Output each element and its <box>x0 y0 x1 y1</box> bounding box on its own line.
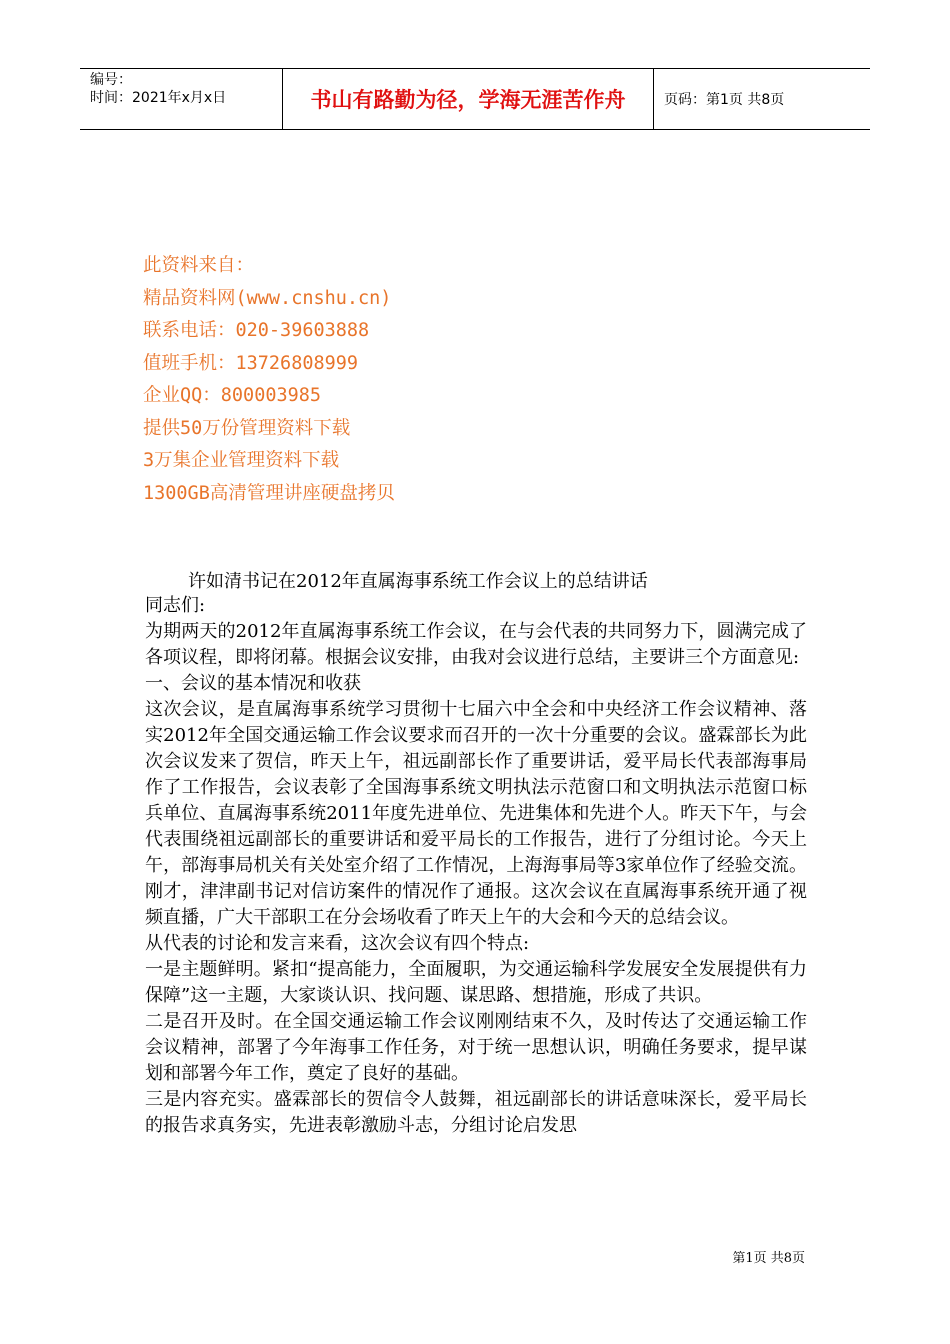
header-motto: 书山有路勤为径，学海无涯苦作舟 <box>282 69 654 129</box>
paragraph: 这次会议，是直属海事系统学习贯彻十七届六中全会和中央经济工作会议精神、落实2012年全国交通运输工作会议要求而召开的一次十分重要的会议。盛霖部长为此次会议发来了贺信，昨天上午，祖远副部长作了重要讲话，爱平局长代表部海事局作了工作报告，会议表彰了全国海事系统文明执法示范窗口和文明执法示范窗口标兵单位、直属海事系统2011年度先进单位、先进集体和先进个人。昨天下午，与会代表围绕祖远副部长的重要讲话和爱平局长的工作报告，进行了分组讨论。今天上午，部海事局机关有关处室介绍了工作情况，上海海事局等3家单位作了经验交流。刚才，津津副书记对信访案件的情况作了通报。这次会议在直属海事系统开通了视频直播，广大干部职工在分会场收看了昨天上午的大会和今天的总结会议。 <box>145 699 807 928</box>
page-header <box>80 68 870 130</box>
promo-line: 此资料来自： <box>143 255 255 276</box>
promo-line: 企业QQ：800003985 <box>143 385 322 406</box>
paragraph: 从代表的讨论和发言来看，这次会议有四个特点: <box>145 933 530 954</box>
promo-line: 值班手机：13726808999 <box>143 352 359 374</box>
paragraph: 一、会议的基本情况和收获 <box>145 673 361 694</box>
promo-block <box>143 250 395 510</box>
header-page-info: 页码：第1页 共8页 <box>664 92 785 108</box>
document-title: 许如清书记在2012年直属海事系统工作会议上的总结讲话 <box>188 571 648 592</box>
document-number-label: 编号： <box>90 72 132 88</box>
promo-line: 精品资料网(www.cnshu.cn) <box>143 287 392 309</box>
page-footer: 第1页 共8页 <box>732 1251 805 1266</box>
paragraph: 二是召开及时。在全国交通运输工作会议刚刚结束不久，及时传达了交通运输工作会议精神，部署了今年海事工作任务，对于统一思想认识，明确任务要求，提早谋划和部署今年工作，奠定了良好的基础。 <box>145 1011 807 1084</box>
paragraph: 同志们: <box>145 595 206 616</box>
paragraph: 一是主题鲜明。紧扣“提高能力，全面履职，为交通运输科学发展安全发展提供有力保障”这一主题，大家谈认识、找问题、谋思路、想措施，形成了共识。 <box>145 959 807 1006</box>
promo-line: 联系电话：020-39603888 <box>143 320 370 341</box>
paragraph: 三是内容充实。盛霖部长的贺信令人鼓舞，祖远副部长的讲话意味深长，爱平局长的报告求真务实，先进表彰激励斗志，分组讨论启发思 <box>145 1089 807 1136</box>
promo-line: 提供50万份管理资料下载 <box>143 417 351 439</box>
document-body <box>145 593 807 1139</box>
promo-line: 3万集企业管理资料下载 <box>143 450 340 471</box>
paragraph: 为期两天的2012年直属海事系统工作会议，在与会代表的共同努力下，圆满完成了各项议程，即将闭幕。根据会议安排，由我对会议进行总结，主要讲三个方面意见: <box>145 621 807 668</box>
document-time-label: 时间：2021年x月x日 <box>90 90 227 106</box>
promo-line: 1300GB高清管理讲座硬盘拷贝 <box>143 482 395 504</box>
header-meta <box>90 71 226 107</box>
